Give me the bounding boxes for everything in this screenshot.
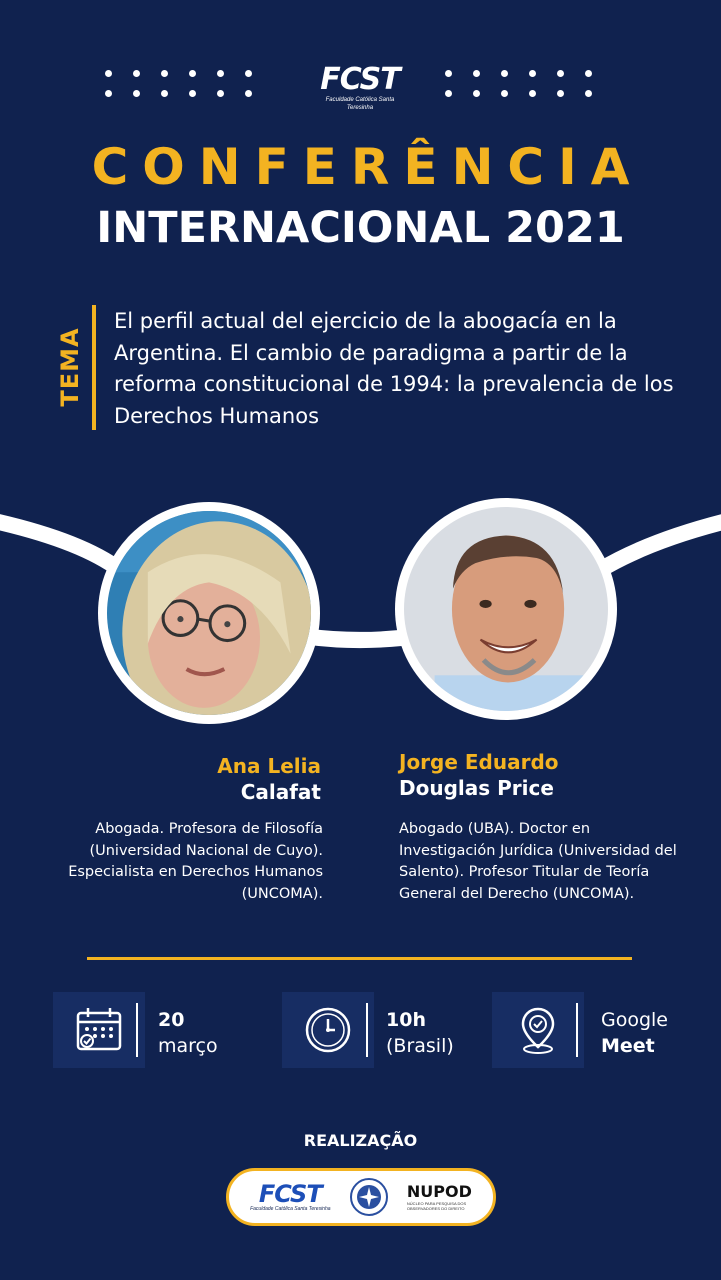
tema-label: TEMA [56,327,84,407]
fcst-logo [312,64,408,110]
section-divider [87,957,632,960]
speaker-bio-left: Abogada. Profesora de Filosofía (Universidad Nacional de Cuyo). Especialista en Derechos Humanos (UNCOMA). [68,821,323,902]
speaker-name-left [217,753,321,805]
title-internacional: INTERNACIONAL 2021 [96,203,625,253]
tema-text: El perfil actual del ejercicio de la abogacía en la Argentina. El cambio de paradigma a partir de la reforma constitucional de 1994: la prevalencia de los Derechos Humanos [114,309,674,428]
date-month: março [158,1035,218,1057]
place-line2: Meet [601,1035,655,1057]
tema-divider [92,305,96,430]
speaker-bio-right: Abogado (UBA). Doctor en Investigación Jurídica (Universidad del Salento). Profesor Titular de Teoría General del Derecho (UNCOMA). [399,821,677,902]
time-zone: (Brasil) [386,1035,454,1057]
time-text [386,1007,454,1059]
date-text [158,1007,218,1059]
decorative-dots-right [445,70,603,110]
speaker-last-name: Calafat [240,780,321,804]
calendar-icon [72,1003,126,1057]
partner-nupod-logo [407,1183,472,1211]
speaker-photo-jorge-eduardo [395,498,617,720]
speaker-first-name: Ana Lelia [217,754,321,778]
partner-fcst-mark: FCST [258,1180,322,1208]
portrait-man-image [404,507,608,711]
location-pin-icon [511,1003,565,1057]
realizacao-label: REALIZAÇÃO [303,1131,418,1150]
place-icon-box [492,992,584,1068]
date-icon-box [53,992,145,1068]
partner-nupod-mark: NUPOD [406,1182,472,1201]
portrait-woman-image [107,511,311,715]
partner-fcst-subtitle: Faculdade Católica Santa Teresinha [250,1206,331,1212]
partners-logo-bar [226,1168,496,1226]
university-seal-icon [349,1177,389,1217]
info-separator [366,1003,368,1057]
place-text [601,1007,668,1059]
time-icon-box [282,992,374,1068]
speaker-photo-ana-lelia [98,502,320,724]
fcst-logo-subtitle: Faculdade Católica Santa Teresinha [325,97,395,111]
title-conferencia: CONFERÊNCIA [91,138,644,196]
partner-fcst-logo [250,1182,330,1212]
info-separator [136,1003,138,1057]
speaker-name-right [399,749,559,801]
speaker-first-name: Jorge Eduardo [399,750,559,774]
place-line1: Google [601,1009,669,1031]
speaker-last-name: Douglas Price [399,776,554,800]
info-separator [576,1003,578,1057]
decorative-dots-left [105,70,263,110]
fcst-logo-mark: FCST [320,62,400,97]
clock-icon [301,1003,355,1057]
date-day: 20 [158,1009,185,1031]
time-hour: 10h [386,1009,426,1031]
partner-nupod-subtitle: NÚCLEO PARA PESQUISA DOS OBSERVADORES DO DIREITO [406,1201,467,1211]
